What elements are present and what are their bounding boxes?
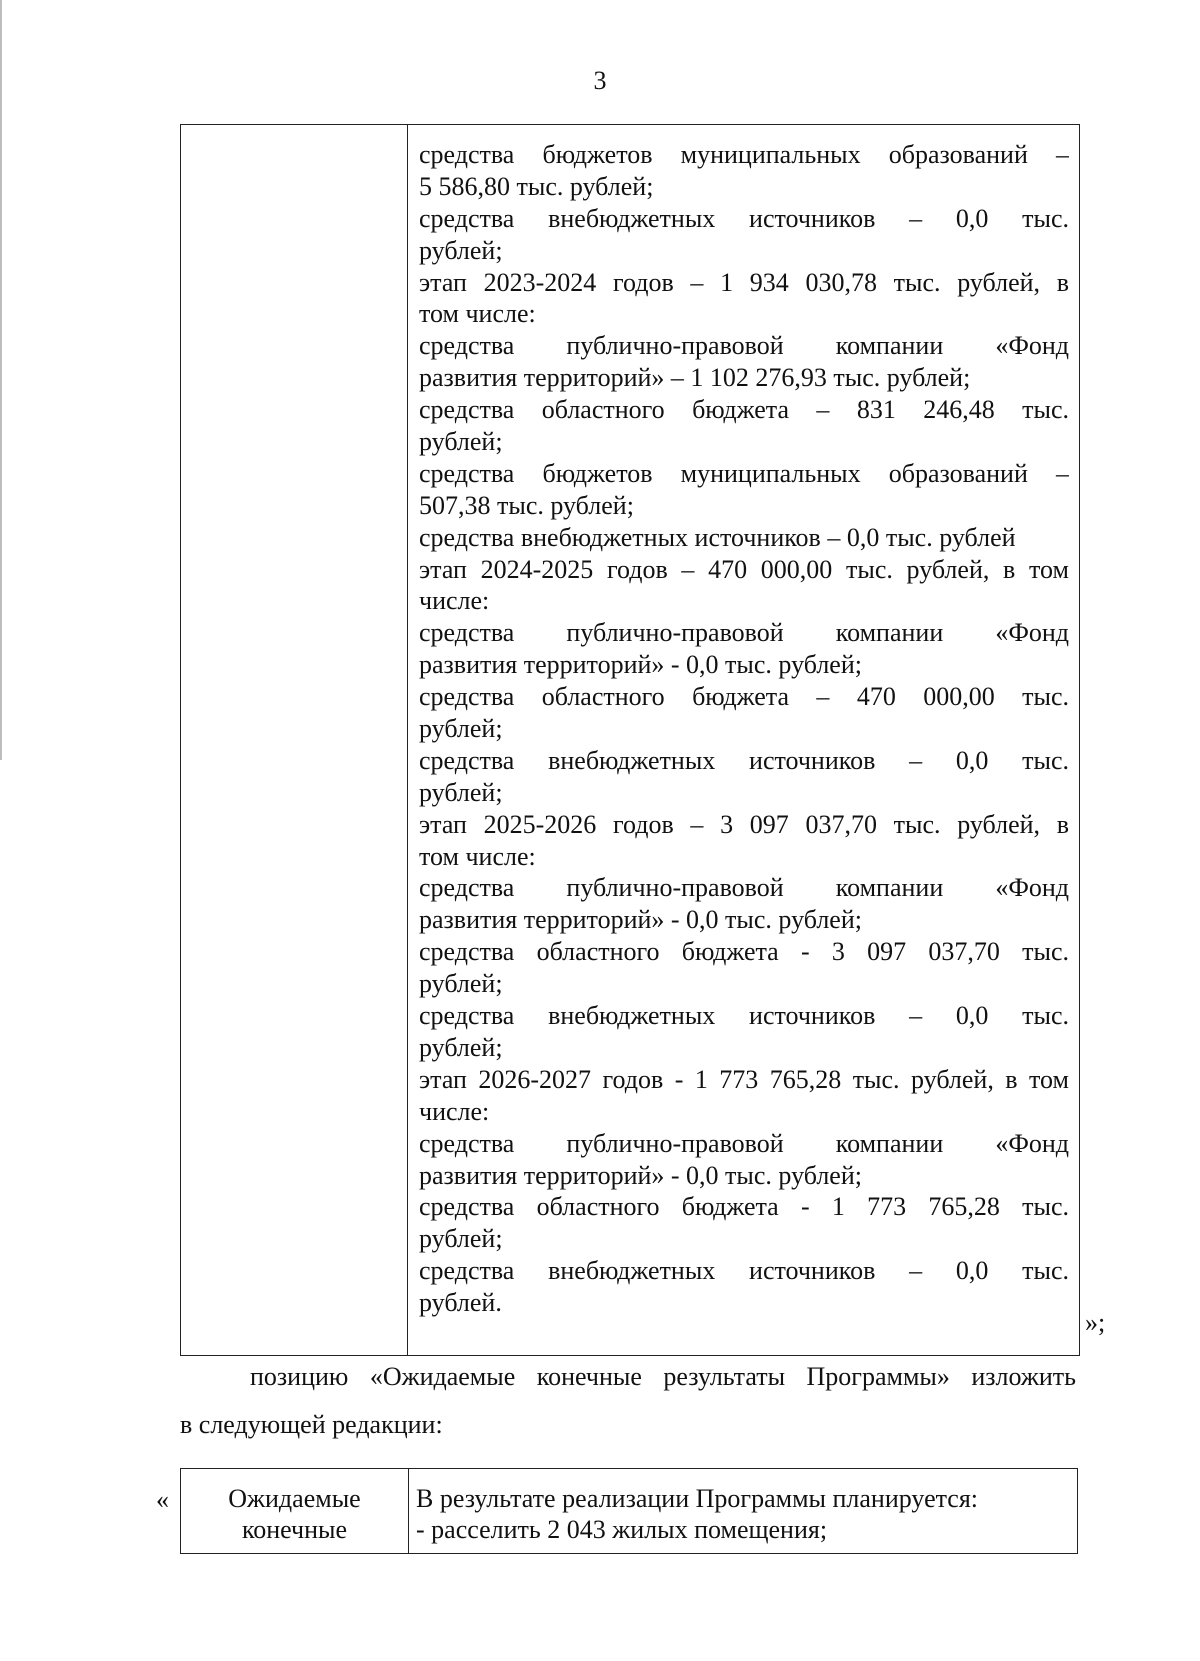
- funding-line: средства внебюджетных источников – 0,0 тыс.: [419, 1001, 1069, 1031]
- funding-line: средства областного бюджета – 831 246,48 тыс.: [419, 395, 1069, 425]
- funding-line: средства внебюджетных источников – 0,0 тыс. рублей: [419, 522, 1016, 552]
- results-label-cell: [181, 1483, 408, 1545]
- funding-line: рублей.: [419, 1288, 502, 1318]
- funding-line: рублей;: [419, 1224, 503, 1254]
- results-value-line1: В результате реализации Программы планируется:: [416, 1484, 979, 1513]
- funding-line: этап 2026-2027 годов - 1 773 765,28 тыс. рублей, в том: [419, 1064, 1069, 1094]
- funding-line: рублей;: [419, 969, 503, 999]
- funding-line: рублей;: [419, 235, 503, 265]
- column-divider: [408, 1469, 409, 1553]
- funding-line: 507,38 тыс. рублей;: [419, 490, 634, 520]
- funding-line: развития территорий» – 1 102 276,93 тыс. рублей;: [419, 363, 971, 393]
- funding-cell: [419, 139, 1069, 1319]
- funding-line: средства областного бюджета - 3 097 037,70 тыс.: [419, 937, 1069, 967]
- funding-line: средства областного бюджета – 470 000,00 тыс.: [419, 682, 1069, 712]
- funding-line: средства публично-правовой компании «Фонд: [419, 1128, 1069, 1158]
- funding-line: этап 2023-2024 годов – 1 934 030,78 тыс. рублей, в: [419, 267, 1069, 297]
- column-divider: [407, 125, 408, 1355]
- funding-line: рублей;: [419, 714, 503, 744]
- funding-line: средства внебюджетных источников – 0,0 тыс.: [419, 745, 1069, 775]
- scan-edge: [0, 0, 2, 760]
- funding-line: средства публично-правовой компании «Фонд: [419, 618, 1069, 648]
- funding-table: [180, 124, 1080, 1356]
- results-value-cell: [416, 1483, 1066, 1545]
- funding-line: том числе:: [419, 841, 536, 871]
- funding-line: средства бюджетов муниципальных образований –: [419, 458, 1069, 488]
- funding-line: этап 2024-2025 годов – 470 000,00 тыс. рублей, в том: [419, 554, 1069, 584]
- page-number: 3: [593, 66, 607, 95]
- results-label-line1: Ожидаемые: [228, 1484, 361, 1513]
- results-label-line2: конечные: [241, 1515, 348, 1544]
- funding-line: средства внебюджетных источников – 0,0 тыс.: [419, 1256, 1069, 1286]
- closing-quote: »;: [1085, 1308, 1106, 1337]
- instruction-paragraph-line2: в следующей редакции:: [180, 1410, 443, 1439]
- funding-line: развития территорий» - 0,0 тыс. рублей;: [419, 1160, 862, 1190]
- funding-line: этап 2025-2026 годов – 3 097 037,70 тыс. рублей, в: [419, 809, 1069, 839]
- results-value-line2: - расселить 2 043 жилых помещения;: [416, 1515, 828, 1544]
- funding-line: средства бюджетов муниципальных образований –: [419, 140, 1069, 169]
- funding-line: развития территорий» - 0,0 тыс. рублей;: [419, 650, 862, 680]
- funding-line: рублей;: [419, 1032, 503, 1062]
- funding-line: средства публично-правовой компании «Фонд: [419, 873, 1069, 903]
- funding-line: числе:: [419, 1096, 490, 1126]
- funding-line: числе:: [419, 586, 490, 616]
- opening-quote: «: [156, 1485, 169, 1514]
- results-table: [180, 1468, 1078, 1554]
- funding-line: рублей;: [419, 777, 503, 807]
- funding-line: средства публично-правовой компании «Фонд: [419, 331, 1069, 361]
- funding-line: развития территорий» - 0,0 тыс. рублей;: [419, 905, 862, 935]
- funding-line: средства внебюджетных источников – 0,0 тыс.: [419, 203, 1069, 233]
- funding-line: средства областного бюджета - 1 773 765,28 тыс.: [419, 1192, 1069, 1222]
- funding-line: 5 586,80 тыс. рублей;: [419, 171, 654, 201]
- instruction-paragraph-line1: позицию «Ожидаемые конечные результаты Программы» изложить: [250, 1362, 1076, 1391]
- funding-line: рублей;: [419, 427, 503, 457]
- funding-line: том числе:: [419, 299, 536, 329]
